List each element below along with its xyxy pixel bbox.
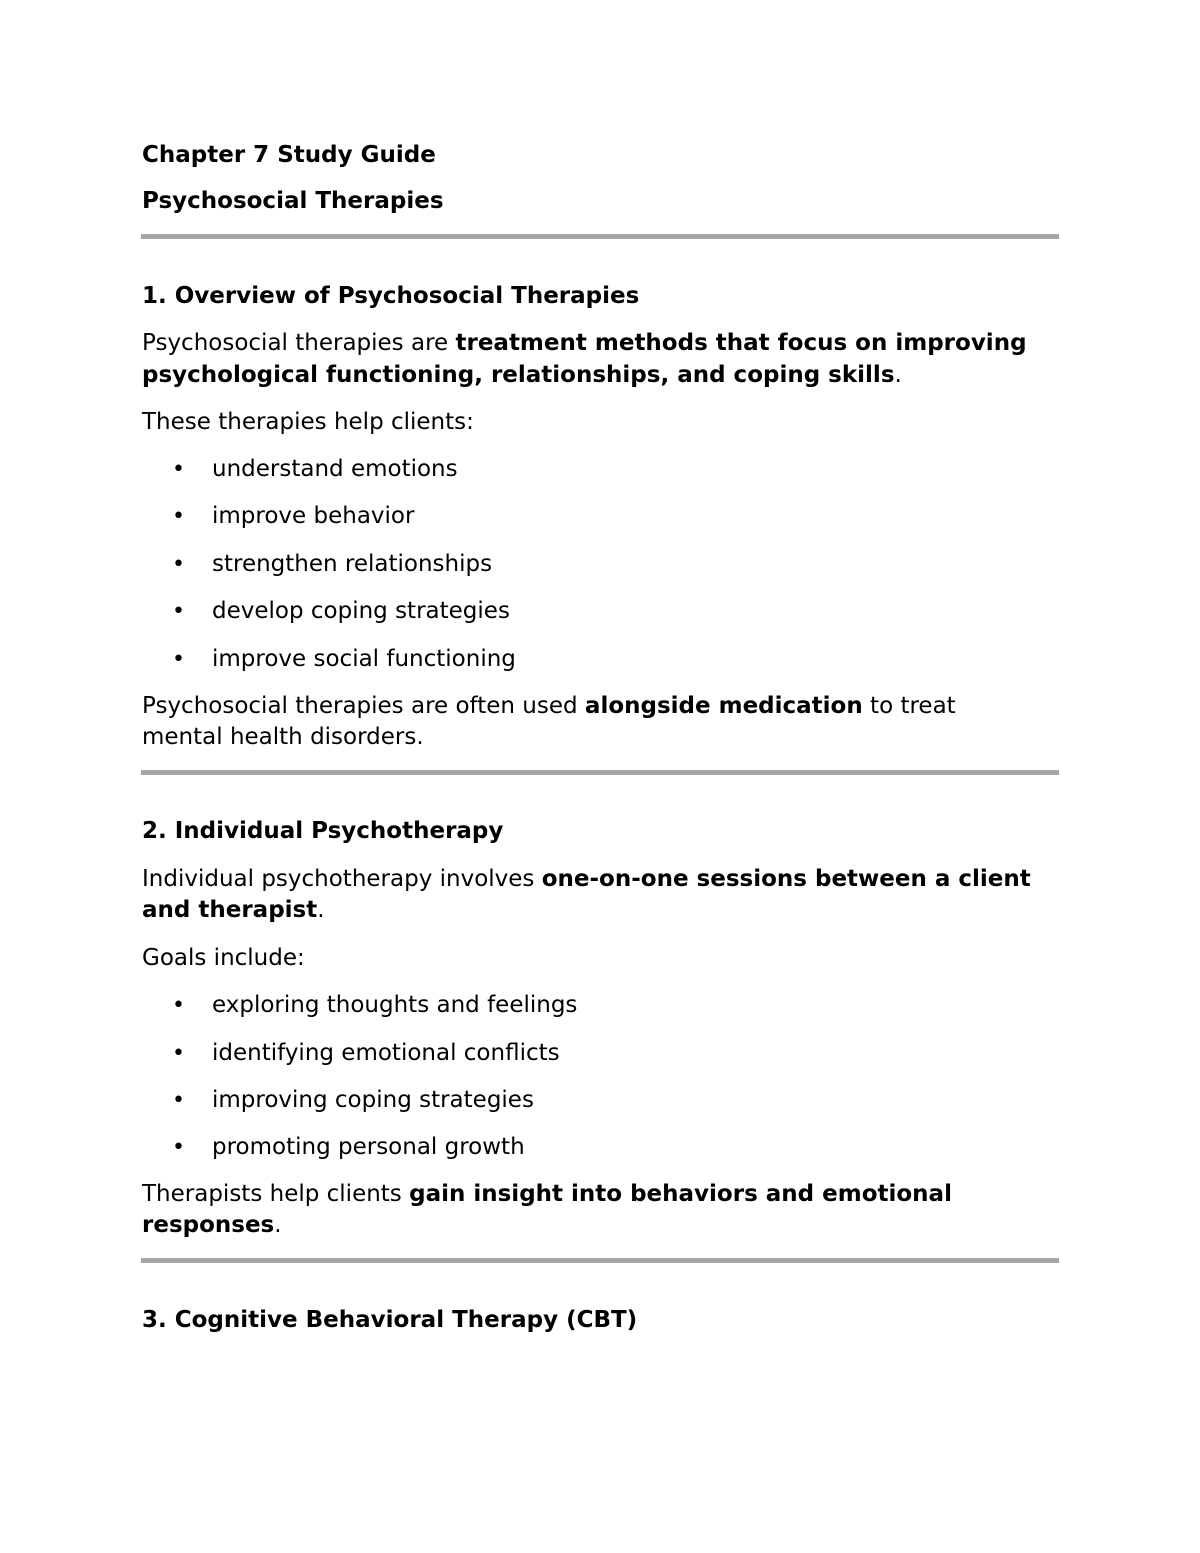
bullet-icon: • — [172, 993, 185, 1018]
emphasis-text: one-on-one sessions between a client — [541, 866, 1031, 892]
section2-para1-line2 — [142, 895, 325, 926]
text-run: . — [274, 1212, 282, 1238]
section1-para1-line1 — [142, 328, 1027, 359]
list-item-text: strengthen relationships — [212, 551, 493, 577]
section-heading-1: 1. Overview of Psychosocial Therapies — [142, 283, 640, 309]
section-heading-3: 3. Cognitive Behavioral Therapy (CBT) — [142, 1307, 638, 1333]
section1-intro: These therapies help clients: — [142, 409, 474, 435]
text-run: to treat — [862, 693, 956, 719]
bullet-icon: • — [172, 647, 185, 672]
section2-para2-line2 — [142, 1210, 282, 1241]
section1-para1-line2 — [142, 360, 902, 391]
text-run: Psychosocial therapies are — [142, 330, 456, 356]
text-run: Therapists help clients — [142, 1181, 410, 1207]
text-run: . — [317, 897, 325, 923]
section2-para2-line1 — [142, 1179, 952, 1210]
doc-subtitle: Psychosocial Therapies — [142, 188, 444, 214]
divider — [141, 770, 1059, 775]
list-item-text: identifying emotional conflicts — [212, 1040, 560, 1066]
list-item-text: improving coping strategies — [212, 1087, 534, 1113]
emphasis-text: treatment methods that focus on improving — [455, 330, 1027, 356]
section2-para1-line1 — [142, 864, 1031, 895]
bullet-icon: • — [172, 1088, 185, 1113]
section1-para2-line1 — [142, 691, 956, 722]
list-item-text: exploring thoughts and feelings — [212, 992, 578, 1018]
list-item-text: promoting personal growth — [212, 1134, 525, 1160]
section2-intro: Goals include: — [142, 945, 305, 971]
emphasis-text: gain insight into behaviors and emotional — [409, 1181, 952, 1207]
list-item-text: improve behavior — [212, 503, 415, 529]
bullet-icon: • — [172, 599, 185, 624]
text-run: Individual psychotherapy involves — [142, 866, 542, 892]
text-run: . — [894, 362, 902, 388]
section1-para2-line2: mental health disorders. — [142, 724, 424, 750]
divider — [141, 234, 1059, 239]
list-item-text: improve social functioning — [212, 646, 516, 672]
bullet-icon: • — [172, 457, 185, 482]
emphasis-text: alongside medication — [584, 693, 863, 719]
bullet-icon: • — [172, 504, 185, 529]
bullet-icon: • — [172, 1041, 185, 1066]
list-item-text: understand emotions — [212, 456, 458, 482]
divider — [141, 1258, 1059, 1263]
emphasis-text: and therapist — [142, 897, 318, 923]
section-heading-2: 2. Individual Psychotherapy — [142, 818, 504, 844]
doc-title: Chapter 7 Study Guide — [142, 142, 436, 168]
bullet-icon: • — [172, 552, 185, 577]
emphasis-text: responses — [142, 1212, 275, 1238]
list-item-text: develop coping strategies — [212, 598, 510, 624]
emphasis-text: psychological functioning, relationships, and coping skills — [142, 362, 895, 388]
bullet-icon: • — [172, 1135, 185, 1160]
text-run: Psychosocial therapies are often used — [142, 693, 585, 719]
